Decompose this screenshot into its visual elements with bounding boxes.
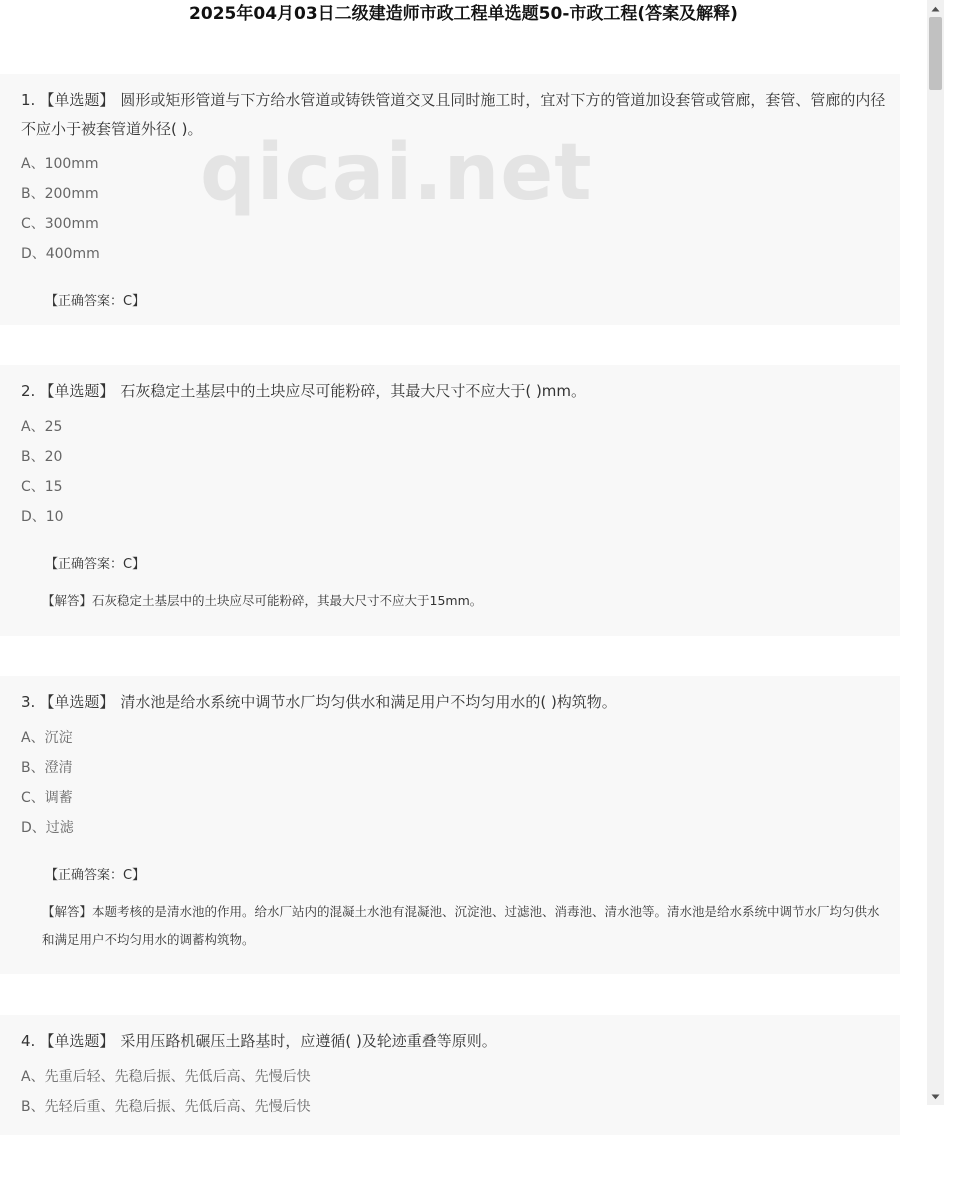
vertical-scrollbar[interactable] bbox=[927, 0, 944, 1105]
scroll-down-icon[interactable] bbox=[927, 1088, 944, 1105]
option-a[interactable]: A、先重后轻、先稳后振、先低后高、先慢后快 bbox=[21, 1069, 311, 1085]
correct-answer: 【正确答案：C】 bbox=[45, 868, 146, 883]
scrollbar-thumb[interactable] bbox=[929, 17, 942, 90]
answer-explanation: 【解答】石灰稳定土基层中的土块应尽可能粉碎，其最大尺寸不应大于15mm。 bbox=[42, 593, 483, 608]
question-number: 1. bbox=[21, 91, 36, 109]
answer-explanation: 【解答】本题考核的是清水池的作用。给水厂站内的混凝土水池有混凝池、沉淀池、过滤池、消毒池、清水池等。清水池是给水系统中调节水厂均匀供水和满足用户不均匀用水的调蓄构筑物。 bbox=[42, 904, 880, 947]
question-number: 3. bbox=[21, 693, 36, 711]
question-card-4 bbox=[0, 1015, 900, 1135]
question-type: 【单选题】 bbox=[39, 1032, 115, 1050]
correct-answer: 【正确答案：C】 bbox=[45, 294, 146, 309]
question-type: 【单选题】 bbox=[39, 91, 115, 109]
question-type: 【单选题】 bbox=[39, 693, 115, 711]
question-text bbox=[21, 377, 887, 406]
option-b[interactable]: B、先轻后重、先稳后振、先低后高、先慢后快 bbox=[21, 1099, 311, 1115]
option-a[interactable]: A、沉淀 bbox=[21, 730, 73, 746]
option-b[interactable]: B、20 bbox=[21, 449, 63, 465]
question-number: 4. bbox=[21, 1032, 36, 1050]
scroll-up-icon[interactable] bbox=[927, 0, 944, 17]
question-text bbox=[21, 1027, 887, 1056]
option-c[interactable]: C、15 bbox=[21, 479, 63, 495]
question-card-3 bbox=[0, 676, 900, 974]
question-stem: 清水池是给水系统中调节水厂均匀供水和满足用户不均匀用水的( )构筑物。 bbox=[120, 693, 617, 711]
option-d[interactable]: D、10 bbox=[21, 509, 64, 525]
question-card-1 bbox=[0, 74, 900, 325]
option-d[interactable]: D、400mm bbox=[21, 246, 100, 262]
option-b[interactable]: B、200mm bbox=[21, 186, 99, 202]
question-stem: 石灰稳定土基层中的土块应尽可能粉碎，其最大尺寸不应大于( )mm。 bbox=[120, 382, 587, 400]
question-number: 2. bbox=[21, 382, 36, 400]
question-text bbox=[21, 688, 887, 717]
question-text bbox=[21, 86, 887, 144]
option-c[interactable]: C、调蓄 bbox=[21, 790, 73, 806]
option-c[interactable]: C、300mm bbox=[21, 216, 99, 232]
watermark: qicai.net bbox=[200, 128, 593, 218]
question-stem: 采用压路机碾压土路基时，应遵循( )及轮迹重叠等原则。 bbox=[120, 1032, 497, 1050]
question-stem: 圆形或矩形管道与下方给水管道或铸铁管道交叉且同时施工时，宜对下方的管道加设套管或管廊，套管、管廊的内径不应小于被套管道外径( )。 bbox=[21, 91, 886, 138]
correct-answer: 【正确答案：C】 bbox=[45, 557, 146, 572]
page-title: 2025年04月03日二级建造师市政工程单选题50-市政工程(答案及解释) bbox=[189, 4, 738, 24]
question-card-2 bbox=[0, 365, 900, 636]
option-d[interactable]: D、过滤 bbox=[21, 820, 74, 836]
question-type: 【单选题】 bbox=[39, 382, 115, 400]
option-a[interactable]: A、25 bbox=[21, 419, 63, 435]
option-a[interactable]: A、100mm bbox=[21, 156, 99, 172]
option-b[interactable]: B、澄清 bbox=[21, 760, 73, 776]
